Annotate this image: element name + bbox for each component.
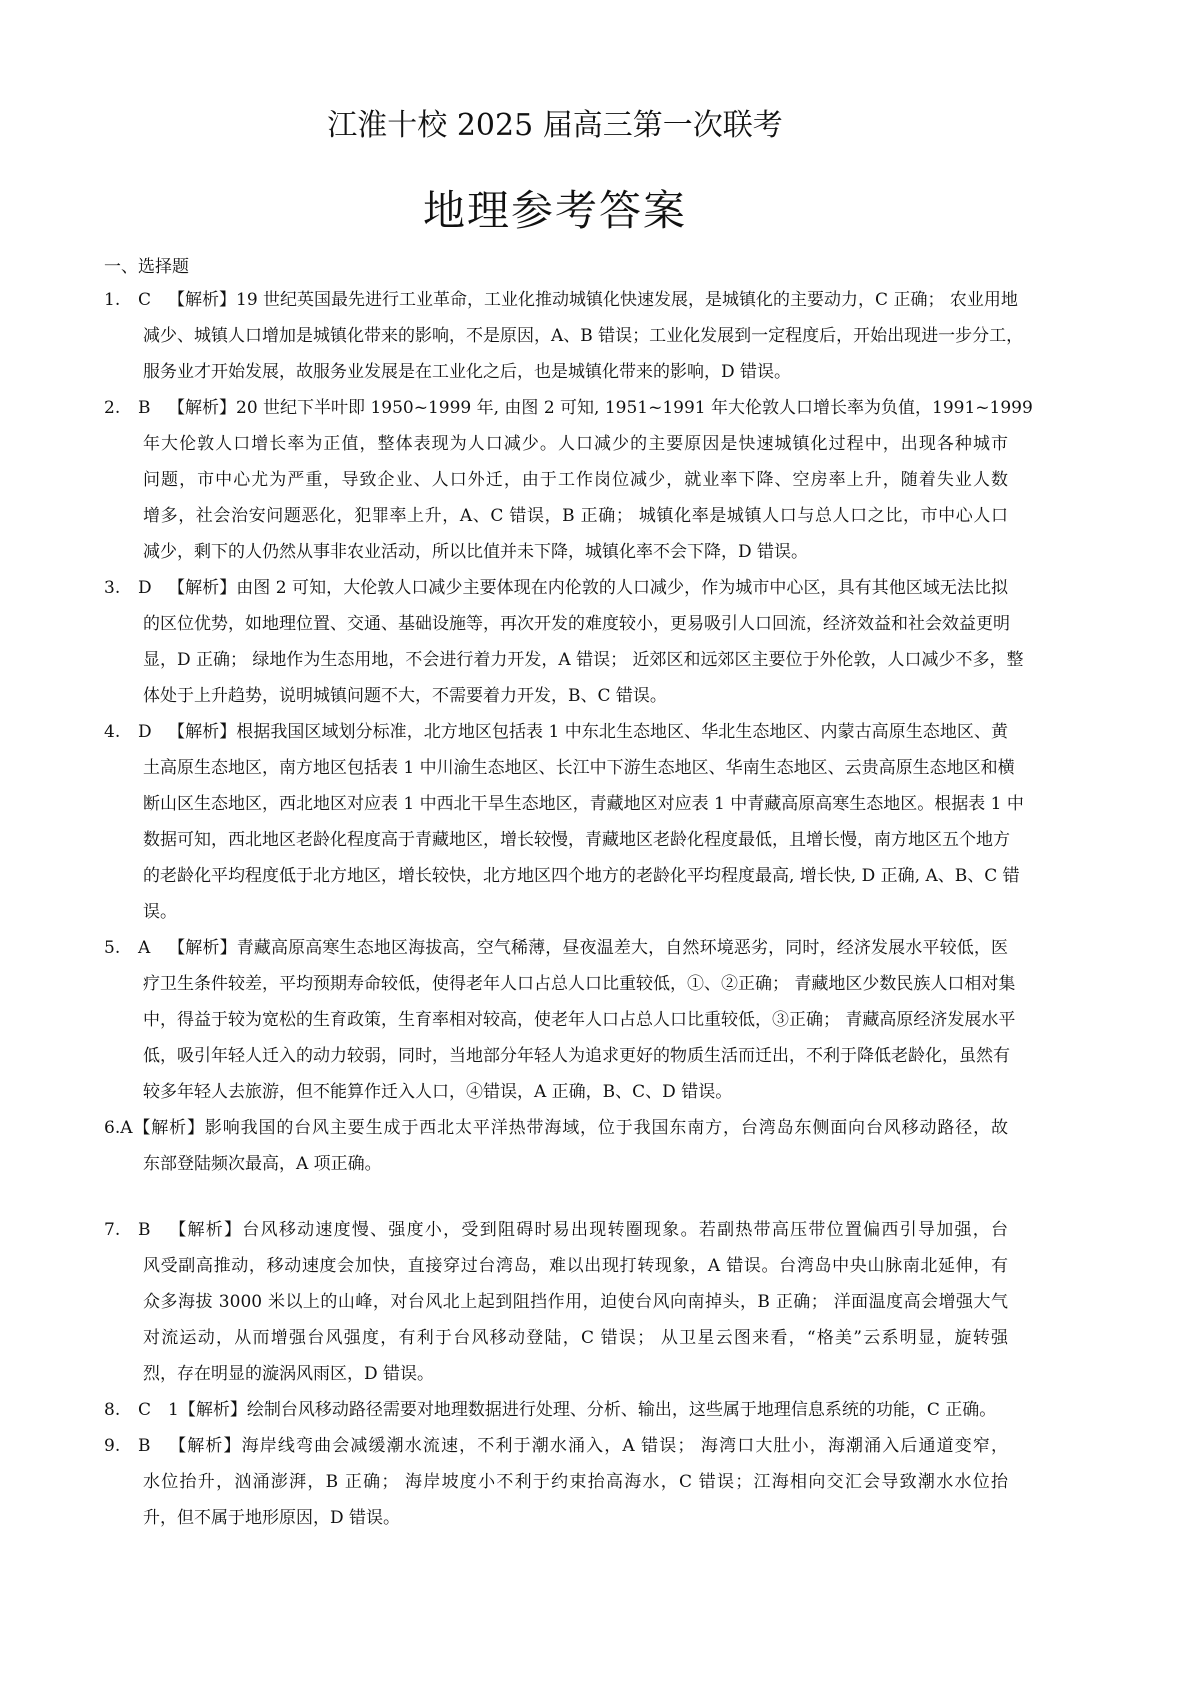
answer-item	[104, 570, 1024, 714]
answer-line	[104, 1392, 1008, 1428]
answer-line	[104, 1320, 1008, 1356]
explanation-text: 断山区生态地区，西北地区对应表 1 中西北干旱生态地区，青藏地区对应表 1 中青藏高原高寒生态地区。根据表 1 中	[143, 794, 1024, 814]
explanation-text: 水位抬升，汹涌澎湃，B 正确； 海岸坡度小不利于约束抬高海水，C 错误；江海相向交汇会导致潮水水位抬	[143, 1472, 1008, 1492]
explanation-text: 【解析】青藏高原高寒生态地区海拔高，空气稀薄，昼夜温差大，自然环境恶劣，同时，经济发展水平较低，医	[168, 938, 1008, 958]
answer-line	[104, 1356, 1008, 1392]
answer-line	[104, 1248, 1008, 1284]
explanation-text: 风受副高推动，移动速度会加快，直接穿过台湾岛，难以出现打转现象，A 错误。台湾岛中央山脉南北延伸，有	[143, 1256, 1008, 1276]
section-heading: 一、选择题	[104, 257, 189, 277]
answer-line	[104, 1428, 1008, 1464]
answer-line	[104, 426, 1008, 462]
explanation-text: 【解析】20 世纪下半叶即 1950~1999 年, 由图 2 可知, 1951~1991 年大伦敦人口增长率为负值，1991~1999	[168, 398, 1033, 418]
answer-line	[104, 966, 1016, 1002]
answer-item	[104, 930, 1016, 1110]
answer-line	[104, 1284, 1008, 1320]
question-number: 1.	[104, 290, 121, 310]
answer-line	[104, 786, 1024, 822]
explanation-text: 升，但不属于地形原因，D 错误。	[143, 1508, 401, 1528]
answer-line	[104, 282, 1018, 318]
explanation-text: 东部登陆频次最高，A 项正确。	[143, 1154, 382, 1174]
explanation-text: 【解析】19 世纪英国最先进行工业革命，工业化推动城镇化快速发展，是城镇化的主要动力，C 正确； 农业用地	[168, 290, 1018, 310]
answer-item	[104, 1212, 1008, 1392]
answer-line	[104, 1038, 1008, 1074]
answer-line	[104, 1110, 1008, 1146]
explanation-text: 【解析】影响我国的台风主要生成于西北太平洋热带海域，位于我国东南方，台湾岛东侧面向台风移动路径，故	[132, 1118, 1008, 1138]
answer-line	[104, 1212, 1008, 1248]
answer-line	[104, 570, 1008, 606]
explanation-text: 低，吸引年轻人迁入的动力较弱，同时，当地部分年轻人为追求更好的物质生活而迁出，不利于降低老龄化，虽然有	[143, 1046, 1010, 1066]
question-number: 8.	[104, 1400, 121, 1420]
explanation-text: 减少、城镇人口增加是城镇化带来的影响，不是原因，A、B 错误；工业化发展到一定程度后，开始出现进一步分工，	[143, 326, 1024, 346]
answer-line	[104, 606, 1008, 642]
answer-line	[104, 822, 1008, 858]
explanation-text: 的区位优势，如地理位置、交通、基础设施等，再次开发的难度较小，更易吸引人口回流，经济效益和社会效益更明	[143, 614, 1010, 634]
answer-letter: B	[138, 1220, 151, 1240]
answer-line	[104, 930, 1008, 966]
explanation-text: 【解析】根据我国区域划分标准，北方地区包括表 1 中东北生态地区、华北生态地区、内蒙古高原生态地区、黄	[168, 722, 1008, 742]
answer-line	[104, 498, 1008, 534]
explanation-text: 误。	[143, 902, 177, 922]
question-number: 5.	[104, 938, 121, 958]
answer-item	[104, 1428, 1008, 1536]
answer-line	[104, 1500, 1008, 1536]
answer-letter: C	[138, 1400, 152, 1420]
answer-letter: D	[138, 722, 152, 742]
explanation-text: 的老龄化平均程度低于北方地区，增长较快，北方地区四个地方的老龄化平均程度最高, 增长快, D 正确, A、B、C 错	[143, 866, 1020, 886]
answer-line	[104, 354, 1008, 390]
exam-title: 江淮十校 2025 届高三第一次联考	[327, 108, 783, 143]
answer-item	[104, 714, 1024, 930]
answer-line	[104, 1146, 1008, 1182]
explanation-text: 1【解析】绘制台风移动路径需要对地理数据进行处理、分析、输出，这些属于地理信息系统的功能，C 正确。	[168, 1400, 997, 1420]
explanation-text: 服务业才开始发展，故服务业发展是在工业化之后，也是城镇化带来的影响，D 错误。	[143, 362, 792, 382]
answer-item	[104, 282, 1024, 390]
answer-letter: C	[138, 290, 152, 310]
explanation-text: 【解析】台风移动速度慢、强度小，受到阻碍时易出现转圈现象。若副热带高压带位置偏西引导加强，台	[168, 1220, 1008, 1240]
explanation-text: 数据可知，西北地区老龄化程度高于青藏地区，增长较慢，青藏地区老龄化程度最低，且增长慢，南方地区五个地方	[143, 830, 1010, 850]
explanation-text: 较多年轻人去旅游，但不能算作迁入人口，④错误，A 正确，B、C、D 错误。	[143, 1082, 733, 1102]
explanation-text: 问题，市中心尤为严重，导致企业、人口外迁，由于工作岗位减少，就业率下降、空房率上升，随着失业人数	[143, 470, 1008, 490]
question-number: 9.	[104, 1436, 121, 1456]
answer-line	[104, 390, 1033, 426]
answer-letter: B	[138, 1436, 151, 1456]
question-number: 3.	[104, 578, 121, 598]
explanation-text: 【解析】由图 2 可知，大伦敦人口减少主要体现在内伦敦的人口减少，作为城市中心区，具有其他区域无法比拟	[168, 578, 1008, 598]
answer-item	[104, 390, 1033, 570]
explanation-text: 【解析】海岸线弯曲会减缓潮水流速，不利于潮水涌入，A 错误； 海湾口大肚小，海潮涌入后通道变窄，	[168, 1436, 1008, 1456]
explanation-text: 体处于上升趋势，说明城镇问题不大，不需要着力开发，B、C 错误。	[143, 686, 667, 706]
explanation-text: 增多，社会治安问题恶化，犯罪率上升，A、C 错误，B 正确； 城镇化率是城镇人口与总人口之比，市中心人口	[143, 506, 1008, 526]
answer-letter: D	[138, 578, 152, 598]
answer-line	[104, 894, 1008, 930]
explanation-text: 中，得益于较为宽松的生育政策，生育率相对较高，使老年人口占总人口比重较低，③正确； 青藏高原经济发展水平	[143, 1010, 1016, 1030]
answer-line	[104, 1002, 1016, 1038]
answer-item	[104, 1110, 1008, 1182]
answer-letter: A	[138, 938, 151, 958]
explanation-text: 疗卫生条件较差，平均预期寿命较低，使得老年人口占总人口比重较低，①、②正确； 青藏地区少数民族人口相对集	[143, 974, 1016, 994]
question-number: 6.	[104, 1118, 121, 1138]
question-number: 4.	[104, 722, 121, 742]
answer-line	[104, 462, 1008, 498]
answer-line	[104, 1464, 1008, 1500]
explanation-text: 众多海拔 3000 米以上的山峰，对台风北上起到阻挡作用，迫使台风向南掉头，B 正确； 洋面温度高会增强大气	[143, 1292, 1008, 1312]
explanation-text: 土高原生态地区，南方地区包括表 1 中川渝生态地区、长江中下游生态地区、华南生态地区、云贵高原生态地区和横	[143, 758, 1015, 778]
explanation-text: 烈，存在明显的漩涡风雨区，D 错误。	[143, 1364, 435, 1384]
answer-line	[104, 678, 1008, 714]
explanation-text: 对流运动，从而增强台风强度，有利于台风移动登陆，C 错误； 从卫星云图来看，“格美”云系明显，旋转强	[143, 1328, 1008, 1348]
answer-item	[104, 1392, 1008, 1428]
document-title: 地理参考答案	[422, 186, 687, 235]
answer-line	[104, 1074, 1008, 1110]
explanation-text: 年大伦敦人口增长率为正值，整体表现为人口减少。人口减少的主要原因是快速城镇化过程中，出现各种城市	[143, 434, 1008, 454]
answer-line	[104, 534, 1008, 570]
answer-line	[104, 714, 1008, 750]
answer-list	[104, 282, 1033, 1536]
explanation-text: 减少，剩下的人仍然从事非农业活动，所以比值并未下降，城镇化率不会下降，D 错误。	[143, 542, 809, 562]
answer-letter: B	[138, 398, 151, 418]
answer-letter: A	[120, 1118, 133, 1138]
answer-line	[104, 858, 1020, 894]
answer-line	[104, 750, 1015, 786]
question-number: 7.	[104, 1220, 121, 1240]
answer-line	[104, 318, 1024, 354]
question-number: 2.	[104, 398, 121, 418]
explanation-text: 显，D 正确； 绿地作为生态用地，不会进行着力开发，A 错误； 近郊区和远郊区主要位于外伦敦，人口减少不多，整	[143, 650, 1024, 670]
answer-line	[104, 642, 1024, 678]
